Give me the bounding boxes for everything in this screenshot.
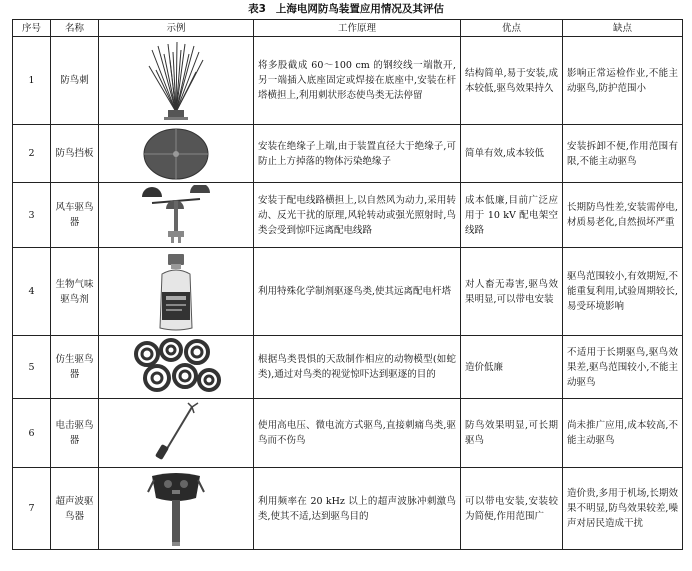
- row-num: 3: [13, 183, 51, 248]
- row-name: 超声波驱鸟器: [51, 468, 99, 550]
- row-name: 防鸟挡板: [51, 125, 99, 183]
- table-row: [13, 37, 683, 125]
- row-principle: 安装在绝缘子上端,由于装置直径大于绝缘子,可防止上方掉落的物体污染绝缘子: [254, 125, 461, 183]
- row-cons: 长期防鸟性差,安装需停电,材质易老化,自然损坏严重: [563, 183, 683, 248]
- row-principle: 使用高电压、微电流方式驱鸟,直接刺痛鸟类,驱鸟而不伤鸟: [254, 399, 461, 468]
- row-num: 5: [13, 336, 51, 399]
- bird-guard-plate-icon: [99, 125, 254, 183]
- row-principle: 利用频率在 20 kHz 以上的超声波脉冲刺激鸟类,使其不适,达到驱鸟目的: [254, 468, 461, 550]
- row-name: 风车驱鸟器: [51, 183, 99, 248]
- bird-spike-icon: [99, 37, 254, 125]
- bird-device-table: [12, 19, 683, 550]
- row-name: 电击驱鸟器: [51, 399, 99, 468]
- header-pros: 优点: [461, 20, 563, 37]
- caption-label: 表3: [248, 3, 266, 15]
- row-num: 7: [13, 468, 51, 550]
- table-row: [13, 336, 683, 399]
- row-pros: 防鸟效果明显,可长期驱鸟: [461, 399, 563, 468]
- coiled-snake-decoy-icon: [99, 336, 254, 399]
- row-cons: 不适用于长期驱鸟,驱鸟效果差,驱鸟范围较小,不能主动驱鸟: [563, 336, 683, 399]
- table-row: [13, 125, 683, 183]
- row-pros: 对人畜无毒害,驱鸟效果明显,可以带电安装: [461, 248, 563, 336]
- table-row: [13, 468, 683, 550]
- row-pros: 成本低廉,目前广泛应用于 10 kV 配电架空线路: [461, 183, 563, 248]
- row-num: 6: [13, 399, 51, 468]
- header-cons: 缺点: [563, 20, 683, 37]
- row-cons: 影响正常运检作业,不能主动驱鸟,防护范围小: [563, 37, 683, 125]
- row-pros: 造价低廉: [461, 336, 563, 399]
- header-num: 序号: [13, 20, 51, 37]
- header-name: 名称: [51, 20, 99, 37]
- row-principle: 安装于配电线路横担上,以自然风为动力,采用转动、反光干扰的原理,风轮转动或强光照射时,鸟类会受到惊吓远离配电线路: [254, 183, 461, 248]
- row-name: 防鸟刺: [51, 37, 99, 125]
- row-num: 2: [13, 125, 51, 183]
- header-row: [13, 20, 683, 37]
- row-pros: 可以带电安装,安装较为简便,作用范围广: [461, 468, 563, 550]
- electric-shock-rod-icon: [99, 399, 254, 468]
- row-pros: 结构简单,易于安装,成本较低,驱鸟效果持久: [461, 37, 563, 125]
- table-caption: [0, 0, 692, 18]
- header-example: 示例: [99, 20, 254, 37]
- table-row: [13, 183, 683, 248]
- caption-title: 上海电网防鸟装置应用情况及其评估: [275, 3, 444, 15]
- ultrasonic-repeller-icon: [99, 468, 254, 550]
- row-cons: 驱鸟范围较小,有效期短,不能重复利用,试验周期较长,易受环境影响: [563, 248, 683, 336]
- repellent-bottle-icon: [99, 248, 254, 336]
- row-principle: 将多股截成 60～100 cm 的钢绞线一端散开,另一端插入底座固定或焊接在底座中,安装在杆塔横担上,利用刺状形态使鸟类无法停留: [254, 37, 461, 125]
- table-row: [13, 399, 683, 468]
- row-name: 仿生驱鸟器: [51, 336, 99, 399]
- row-num: 1: [13, 37, 51, 125]
- wind-cup-repeller-icon: [99, 183, 254, 248]
- row-name: 生物气味驱鸟剂: [51, 248, 99, 336]
- row-principle: 根据鸟类畏惧的天敌制作相应的动物模型(如蛇类),通过对鸟类的视觉惊吓达到驱逐的目的: [254, 336, 461, 399]
- header-principle: 工作原理: [254, 20, 461, 37]
- row-principle: 利用特殊化学制剂驱逐鸟类,使其远离配电杆塔: [254, 248, 461, 336]
- row-num: 4: [13, 248, 51, 336]
- table-row: [13, 248, 683, 336]
- row-cons: 尚未推广应用,成本较高,不能主动驱鸟: [563, 399, 683, 468]
- row-pros: 简单有效,成本较低: [461, 125, 563, 183]
- row-cons: 造价贵,多用于机场,长期效果不明显,防鸟效果较差,噪声对居民造成干扰: [563, 468, 683, 550]
- row-cons: 安装拆卸不便,作用范围有限,不能主动驱鸟: [563, 125, 683, 183]
